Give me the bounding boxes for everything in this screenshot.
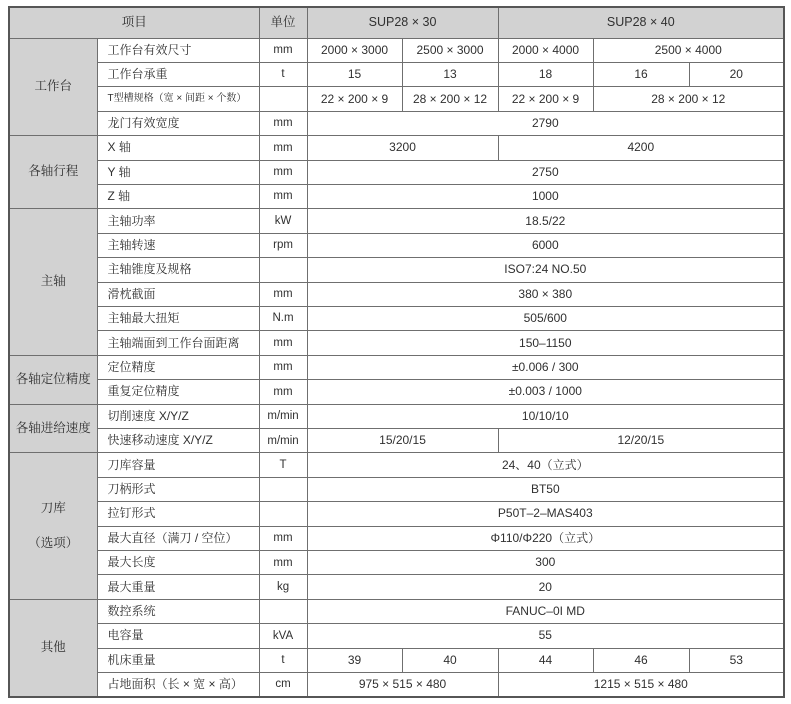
spec-table-header (9, 7, 784, 38)
group-sublabel: （选项） (28, 536, 79, 551)
unit-cell: m/min (259, 429, 307, 453)
unit-cell: rpm (259, 233, 307, 257)
value-cell: FANUC–0I MD (307, 599, 784, 623)
unit-cell: mm (259, 160, 307, 184)
spec-row (9, 648, 784, 672)
group-cell (9, 453, 97, 599)
unit-cell: mm (259, 355, 307, 379)
group-label: 各轴定位精度 (15, 371, 91, 386)
value-cell: 10/10/10 (307, 404, 784, 428)
group-cell (9, 355, 97, 404)
item-cell: 滑枕截面 (97, 282, 259, 306)
spec-row (9, 551, 784, 575)
spec-row (9, 624, 784, 648)
spec-row (9, 111, 784, 135)
unit-cell (259, 502, 307, 526)
unit-cell (259, 477, 307, 501)
group-cell (9, 38, 97, 136)
spec-row (9, 526, 784, 550)
value-cell: 505/600 (307, 306, 784, 330)
item-cell: Z 轴 (97, 184, 259, 208)
item-cell: 快速移动速度 X/Y/Z (97, 429, 259, 453)
item-cell: 主轴锥度及规格 (97, 258, 259, 282)
unit-cell: mm (259, 38, 307, 62)
value-cell: BT50 (307, 477, 784, 501)
value-cell: 300 (307, 551, 784, 575)
item-cell: 数控系统 (97, 599, 259, 623)
spec-row (9, 331, 784, 355)
spec-row (9, 233, 784, 257)
unit-cell: mm (259, 380, 307, 404)
item-cell: 机床重量 (97, 648, 259, 672)
spec-row (9, 502, 784, 526)
spec-row (9, 575, 784, 599)
item-cell: T型槽规格（宽 × 间距 × 个数） (97, 87, 259, 111)
item-cell: 电容量 (97, 624, 259, 648)
group-label: 各轴进给速度 (15, 420, 91, 435)
group-cell (9, 136, 97, 209)
group-label: 工作台 (34, 79, 72, 93)
unit-cell: kg (259, 575, 307, 599)
value-cell: 20 (689, 62, 784, 86)
spec-row (9, 380, 784, 404)
spec-row (9, 184, 784, 208)
value-cell: ±0.006 / 300 (307, 355, 784, 379)
spec-table (8, 6, 785, 698)
item-cell: 工作台有效尺寸 (97, 38, 259, 62)
spec-row (9, 673, 784, 697)
spec-row (9, 282, 784, 306)
spec-row (9, 258, 784, 282)
item-cell: 主轴最大扭矩 (97, 306, 259, 330)
unit-cell: kVA (259, 624, 307, 648)
value-cell: 28 × 200 × 12 (593, 87, 784, 111)
unit-cell: mm (259, 331, 307, 355)
item-cell: 主轴转速 (97, 233, 259, 257)
item-cell: 定位精度 (97, 355, 259, 379)
value-cell: 6000 (307, 233, 784, 257)
spec-table-body (9, 38, 784, 697)
value-cell: 16 (593, 62, 689, 86)
group-cell (9, 599, 97, 697)
unit-cell: mm (259, 551, 307, 575)
spec-row (9, 62, 784, 86)
group-label: 其他 (40, 640, 66, 655)
group-cell (9, 209, 97, 355)
item-cell: 最大长度 (97, 551, 259, 575)
spec-row (9, 306, 784, 330)
value-cell: ISO7:24 NO.50 (307, 258, 784, 282)
value-cell: Φ110/Φ220（立式） (307, 526, 784, 550)
unit-cell: kW (259, 209, 307, 233)
value-cell: 44 (498, 648, 593, 672)
value-cell: 3200 (307, 136, 498, 160)
item-cell: 最大重量 (97, 575, 259, 599)
spec-row (9, 355, 784, 379)
value-cell: 2000 × 4000 (498, 38, 593, 62)
value-cell: 150–1150 (307, 331, 784, 355)
group-label: 各轴行程 (28, 164, 79, 179)
spec-row (9, 453, 784, 477)
spec-row (9, 136, 784, 160)
unit-cell: T (259, 453, 307, 477)
unit-cell (259, 599, 307, 623)
value-cell: 15 (307, 62, 402, 86)
unit-cell: mm (259, 184, 307, 208)
value-cell: 2500 × 3000 (402, 38, 498, 62)
spec-row (9, 38, 784, 62)
spec-row (9, 477, 784, 501)
value-cell: 2750 (307, 160, 784, 184)
item-cell: 重复定位精度 (97, 380, 259, 404)
unit-cell (259, 258, 307, 282)
value-cell: 15/20/15 (307, 429, 498, 453)
item-cell: 刀库容量 (97, 453, 259, 477)
group-label: 刀库 (40, 500, 66, 515)
value-cell: 18.5/22 (307, 209, 784, 233)
value-cell: 40 (402, 648, 498, 672)
value-cell: 22 × 200 × 9 (307, 87, 402, 111)
spec-row (9, 429, 784, 453)
item-cell: 主轴端面到工作台面距离 (97, 331, 259, 355)
value-cell: 24、40（立式） (307, 453, 784, 477)
group-label: 主轴 (40, 274, 66, 289)
item-cell: 拉钉形式 (97, 502, 259, 526)
value-cell: P50T–2–MAS403 (307, 502, 784, 526)
value-cell: 4200 (498, 136, 784, 160)
item-cell: 工作台承重 (97, 62, 259, 86)
header-unit-label: 单位 (259, 7, 307, 38)
unit-cell: cm (259, 673, 307, 697)
value-cell: 55 (307, 624, 784, 648)
header-model-sup28x40: SUP28 × 40 (498, 7, 784, 38)
item-cell: 龙门有效宽度 (97, 111, 259, 135)
value-cell: 53 (689, 648, 784, 672)
value-cell: 380 × 380 (307, 282, 784, 306)
value-cell: 20 (307, 575, 784, 599)
unit-cell: mm (259, 111, 307, 135)
value-cell: 22 × 200 × 9 (498, 87, 593, 111)
unit-cell: mm (259, 136, 307, 160)
value-cell: 12/20/15 (498, 429, 784, 453)
value-cell: 18 (498, 62, 593, 86)
value-cell: ±0.003 / 1000 (307, 380, 784, 404)
value-cell: 13 (402, 62, 498, 86)
value-cell: 2790 (307, 111, 784, 135)
item-cell: 占地面积（长 × 宽 × 高） (97, 673, 259, 697)
unit-cell: t (259, 62, 307, 86)
value-cell: 1215 × 515 × 480 (498, 673, 784, 697)
item-cell: 切削速度 X/Y/Z (97, 404, 259, 428)
item-cell: 主轴功率 (97, 209, 259, 233)
header-row (9, 7, 784, 38)
group-cell (9, 404, 97, 453)
unit-cell: m/min (259, 404, 307, 428)
spec-row (9, 599, 784, 623)
item-cell: 最大直径（满刀 / 空位） (97, 526, 259, 550)
unit-cell: N.m (259, 306, 307, 330)
item-cell: Y 轴 (97, 160, 259, 184)
spec-row (9, 87, 784, 111)
unit-cell: t (259, 648, 307, 672)
value-cell: 1000 (307, 184, 784, 208)
value-cell: 2500 × 4000 (593, 38, 784, 62)
value-cell: 39 (307, 648, 402, 672)
unit-cell (259, 87, 307, 111)
value-cell: 28 × 200 × 12 (402, 87, 498, 111)
item-cell: X 轴 (97, 136, 259, 160)
spec-row (9, 209, 784, 233)
item-cell: 刀柄形式 (97, 477, 259, 501)
value-cell: 975 × 515 × 480 (307, 673, 498, 697)
unit-cell: mm (259, 282, 307, 306)
header-model-sup28x30: SUP28 × 30 (307, 7, 498, 38)
value-cell: 46 (593, 648, 689, 672)
header-item-label: 项目 (9, 7, 259, 38)
value-cell: 2000 × 3000 (307, 38, 402, 62)
unit-cell: mm (259, 526, 307, 550)
spec-row (9, 160, 784, 184)
spec-row (9, 404, 784, 428)
